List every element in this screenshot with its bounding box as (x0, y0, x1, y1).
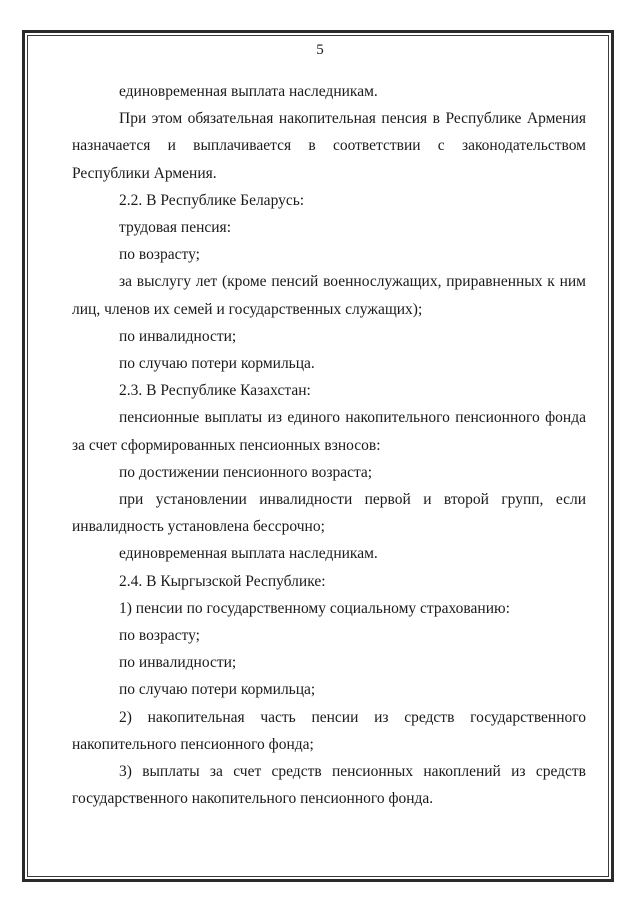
document-body (72, 78, 586, 812)
paragraph: единовременная выплата наследникам. (119, 83, 378, 100)
page-number: 5 (316, 42, 324, 58)
paragraph: 2) накопительная часть пенсии из средств государственного накопительного пенсионного фонда; (72, 708, 586, 753)
section-heading: 2.3. В Республике Казахстан: (119, 382, 311, 400)
section-heading: 2.2. В Республике Беларусь: (119, 191, 305, 209)
paragraph: по достижении пенсионного возраста; (119, 463, 373, 481)
paragraph: пенсионные выплаты из единого накопительного пенсионного фонда за счет сформированных пенсионных взносов: (72, 409, 586, 454)
paragraph: по случаю потери кормильца; (119, 681, 316, 699)
paragraph: по возрасту; (119, 627, 200, 645)
paragraph: 3) выплаты за счет средств пенсионных накоплений из средств государственного накопительного пенсионного фонда. (72, 763, 586, 808)
paragraph: при установлении инвалидности первой и второй групп, если инвалидность установлена бессрочно; (72, 491, 586, 536)
paragraph: трудовая пенсия: (119, 219, 231, 237)
paragraph: единовременная выплата наследникам. (119, 545, 378, 563)
paragraph: за выслугу лет (кроме пенсий военнослужащих, приравненных к ним лиц, членов их семей и государственных служащих); (72, 273, 586, 318)
section-heading: 2.4. В Кыргызской Республике: (119, 572, 326, 590)
paragraph: по случаю потери кормильца. (119, 355, 315, 373)
paragraph: по возрасту; (119, 246, 200, 264)
paragraph: При этом обязательная накопительная пенсия в Республике Армения назначается и выплачивается в соответствии с законодательством Республики Армения. (72, 110, 586, 182)
paragraph: по инвалидности; (119, 654, 237, 672)
paragraph: 1) пенсии по государственному социальному страхованию: (119, 599, 510, 617)
paragraph: по инвалидности; (119, 327, 237, 345)
